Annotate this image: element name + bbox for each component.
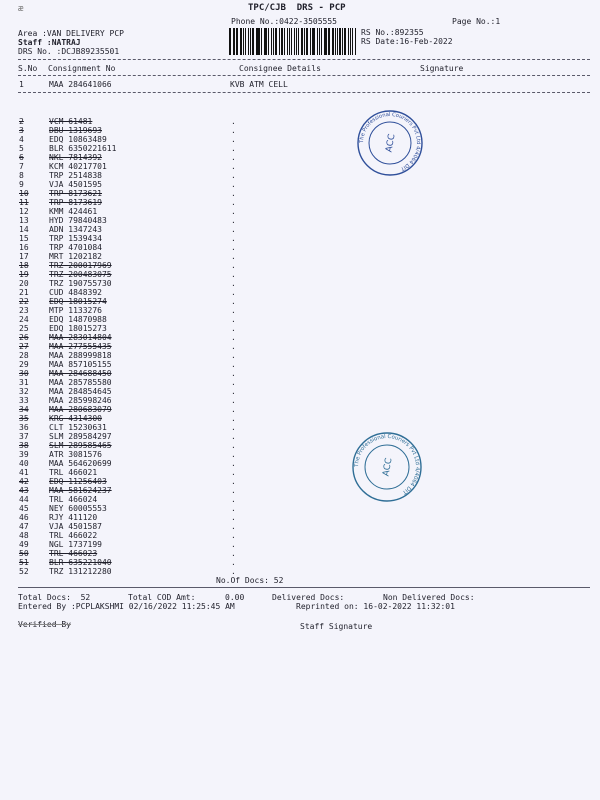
barcode-bar bbox=[234, 28, 235, 55]
row-consignment: VJA 4501587 bbox=[49, 522, 102, 531]
area-field: Area :VAN DELIVERY PCP bbox=[18, 29, 124, 38]
row-sno: 33 bbox=[19, 396, 29, 405]
col-consignee-details: Consignee Details bbox=[239, 64, 321, 73]
row-sno: 2 bbox=[19, 117, 24, 126]
barcode-bar bbox=[243, 28, 244, 55]
consignee-placeholder-dot: . bbox=[231, 324, 236, 333]
barcode-bar bbox=[265, 28, 267, 55]
table-row bbox=[19, 288, 259, 297]
stamp-center-text: ACC bbox=[381, 457, 395, 478]
row-consignment: SLM 289585465 bbox=[49, 441, 112, 450]
row-sno: 51 bbox=[19, 558, 29, 567]
row-sno: 23 bbox=[19, 306, 29, 315]
table-row bbox=[19, 261, 259, 270]
consignee-placeholder-dot: . bbox=[231, 477, 236, 486]
table-row bbox=[19, 468, 259, 477]
row-consignment: NEY 60005553 bbox=[49, 504, 107, 513]
row-1-consignment: MAA 284641066 bbox=[49, 80, 112, 89]
row-1-sno: 1 bbox=[19, 80, 24, 89]
row-sno: 27 bbox=[19, 342, 29, 351]
table-row bbox=[19, 441, 259, 450]
barcode-bar bbox=[310, 28, 311, 55]
row-consignment: TRL 466023 bbox=[49, 549, 98, 558]
consignee-placeholder-dot: . bbox=[231, 252, 236, 261]
barcode-bar bbox=[355, 28, 356, 55]
total-cod-label: Total COD Amt: bbox=[128, 593, 196, 602]
barcode-bar bbox=[245, 28, 246, 55]
row-sno: 41 bbox=[19, 468, 29, 477]
barcode-bar bbox=[312, 28, 313, 55]
row-sno: 28 bbox=[19, 351, 29, 360]
barcode-bar bbox=[339, 28, 341, 55]
table-row bbox=[19, 243, 259, 252]
table-row bbox=[19, 252, 259, 261]
row-1-divider bbox=[18, 92, 590, 93]
table-row bbox=[19, 270, 259, 279]
barcode-bar bbox=[275, 28, 277, 55]
consignee-placeholder-dot: . bbox=[231, 549, 236, 558]
consignee-placeholder-dot: . bbox=[231, 270, 236, 279]
row-sno: 3 bbox=[19, 126, 24, 135]
row-sno: 46 bbox=[19, 513, 29, 522]
row-sno: 34 bbox=[19, 405, 29, 414]
barcode-bar bbox=[294, 28, 296, 55]
row-consignment: NKL 7814392 bbox=[49, 153, 102, 162]
staff-signature: Staff Signature bbox=[300, 622, 373, 631]
consignee-placeholder-dot: . bbox=[231, 378, 236, 387]
barcode-bar bbox=[335, 28, 336, 55]
row-sno: 39 bbox=[19, 450, 29, 459]
row-sno: 8 bbox=[19, 171, 24, 180]
staff-field: Staff :NATRAJ bbox=[18, 38, 81, 47]
table-row bbox=[19, 171, 259, 180]
table-row bbox=[19, 423, 259, 432]
table-row bbox=[19, 117, 259, 126]
total-docs: Total Docs: 52 bbox=[18, 593, 91, 602]
consignee-placeholder-dot: . bbox=[231, 441, 236, 450]
col-signature: Signature bbox=[420, 64, 464, 73]
row-sno: 7 bbox=[19, 162, 24, 171]
consignee-placeholder-dot: . bbox=[231, 387, 236, 396]
row-sno: 50 bbox=[19, 549, 29, 558]
table-row bbox=[19, 279, 259, 288]
table-row bbox=[19, 225, 259, 234]
row-sno: 44 bbox=[19, 495, 29, 504]
consignee-placeholder-dot: . bbox=[231, 540, 236, 549]
consignee-placeholder-dot: . bbox=[231, 405, 236, 414]
table-row bbox=[19, 513, 259, 522]
consignee-placeholder-dot: . bbox=[231, 558, 236, 567]
consignee-placeholder-dot: . bbox=[231, 117, 236, 126]
table-row bbox=[19, 144, 259, 153]
barcode-bar bbox=[332, 28, 334, 55]
table-row bbox=[19, 324, 259, 333]
table-row bbox=[19, 504, 259, 513]
row-consignment: KMM 424461 bbox=[49, 207, 98, 216]
consignee-placeholder-dot: . bbox=[231, 225, 236, 234]
page-number: Page No.:1 bbox=[452, 17, 501, 26]
barcode-bar bbox=[328, 28, 329, 55]
row-consignment: VJA 4501595 bbox=[49, 180, 102, 189]
row-consignment: EDQ 11256403 bbox=[49, 477, 107, 486]
row-sno: 17 bbox=[19, 252, 29, 261]
row-consignment: DBU 1319693 bbox=[49, 126, 102, 135]
barcode-bar bbox=[313, 28, 315, 55]
barcode-bar bbox=[273, 28, 275, 55]
table-row bbox=[19, 486, 259, 495]
row-consignment: MAA 285998246 bbox=[49, 396, 112, 405]
table-row bbox=[19, 234, 259, 243]
consignee-placeholder-dot: . bbox=[231, 153, 236, 162]
row-consignment: BLR 635221040 bbox=[49, 558, 112, 567]
row-consignment: KRG 4314300 bbox=[49, 414, 102, 423]
consignee-placeholder-dot: . bbox=[231, 126, 236, 135]
barcode-bar bbox=[279, 28, 280, 55]
column-divider bbox=[18, 75, 590, 76]
row-sno: 40 bbox=[19, 459, 29, 468]
row-consignment: BLR 6350221611 bbox=[49, 144, 117, 153]
barcode-bar bbox=[284, 28, 285, 55]
consignee-placeholder-dot: . bbox=[231, 504, 236, 513]
row-sno: 12 bbox=[19, 207, 29, 216]
row-consignment: MTP 1133276 bbox=[49, 306, 102, 315]
row-consignment: TRZ 190755730 bbox=[49, 279, 112, 288]
table-row bbox=[19, 153, 259, 162]
consignee-placeholder-dot: . bbox=[231, 468, 236, 477]
consignee-placeholder-dot: . bbox=[231, 351, 236, 360]
table-row bbox=[19, 414, 259, 423]
consignee-placeholder-dot: . bbox=[231, 144, 236, 153]
barcode-bar bbox=[240, 28, 242, 55]
barcode-bar bbox=[319, 28, 320, 55]
phone-number: Phone No.:0422-3505555 bbox=[231, 17, 337, 26]
barcode-bar bbox=[301, 28, 303, 55]
barcode-bar bbox=[248, 28, 249, 55]
rs-date: RS Date:16-Feb-2022 bbox=[361, 37, 453, 46]
table-row bbox=[19, 135, 259, 144]
barcode-bar bbox=[348, 28, 349, 55]
row-consignment: MAA 277555435 bbox=[49, 342, 112, 351]
row-consignment: MAA 564620699 bbox=[49, 459, 112, 468]
row-sno: 4 bbox=[19, 135, 24, 144]
barcode-bar bbox=[352, 28, 353, 55]
table-row bbox=[19, 387, 259, 396]
table-row bbox=[19, 567, 259, 576]
barcode-bar bbox=[298, 28, 299, 55]
barcode-bar bbox=[304, 28, 305, 55]
row-sno: 30 bbox=[19, 369, 29, 378]
table-row bbox=[19, 306, 259, 315]
row-consignment: HYD 79840483 bbox=[49, 216, 107, 225]
row-sno: 24 bbox=[19, 315, 29, 324]
consignee-placeholder-dot: . bbox=[231, 207, 236, 216]
row-consignment: CLT 15230631 bbox=[49, 423, 107, 432]
row-consignment: NGL 1737199 bbox=[49, 540, 102, 549]
reprinted-on: Reprinted on: 16-02-2022 11:32:01 bbox=[296, 602, 455, 611]
consignee-placeholder-dot: . bbox=[231, 414, 236, 423]
row-sno: 13 bbox=[19, 216, 29, 225]
row-consignment: TRL 466021 bbox=[49, 468, 98, 477]
rs-number: RS No.:892355 bbox=[361, 28, 424, 37]
row-consignment: VCM 61481 bbox=[49, 117, 93, 126]
row-sno: 38 bbox=[19, 441, 29, 450]
barcode-bar bbox=[344, 28, 346, 55]
col-sno: S.No bbox=[18, 64, 38, 73]
row-consignment: TRP 8173621 bbox=[49, 189, 102, 198]
consignee-placeholder-dot: . bbox=[231, 450, 236, 459]
row-consignment: RJY 411120 bbox=[49, 513, 98, 522]
row-consignment: ATR 3081576 bbox=[49, 450, 102, 459]
table-row bbox=[19, 549, 259, 558]
consignee-placeholder-dot: . bbox=[231, 459, 236, 468]
barcode-bar bbox=[350, 28, 352, 55]
barcode-bar bbox=[287, 28, 288, 55]
barcode-bar bbox=[256, 28, 257, 55]
barcode-bar bbox=[264, 28, 265, 55]
barcode-bar bbox=[289, 28, 291, 55]
consignee-placeholder-dot: . bbox=[231, 297, 236, 306]
table-row bbox=[19, 126, 259, 135]
table-row bbox=[19, 396, 259, 405]
row-consignment: ADN 1347243 bbox=[49, 225, 102, 234]
row-consignment: TRP 1539434 bbox=[49, 234, 102, 243]
total-cod-value: 0.00 bbox=[225, 593, 245, 602]
table-row bbox=[19, 207, 259, 216]
row-sno: 52 bbox=[19, 567, 29, 576]
row-consignment: MAA 284688450 bbox=[49, 369, 112, 378]
row-sno: 25 bbox=[19, 324, 29, 333]
row-consignment: TRL 466022 bbox=[49, 531, 98, 540]
consignee-placeholder-dot: . bbox=[231, 495, 236, 504]
consignee-placeholder-dot: . bbox=[231, 135, 236, 144]
row-consignment: TRP 8173619 bbox=[49, 198, 102, 207]
consignee-placeholder-dot: . bbox=[231, 432, 236, 441]
row-consignment: TRP 4701084 bbox=[49, 243, 102, 252]
corner-mark: æ bbox=[18, 4, 24, 14]
row-sno: 45 bbox=[19, 504, 29, 513]
consignee-placeholder-dot: . bbox=[231, 486, 236, 495]
stamp-ring-text: The Professional Couriers Pvt Ltd 4/4064 DIT bbox=[358, 111, 422, 172]
consignee-placeholder-dot: . bbox=[231, 234, 236, 243]
consignee-placeholder-dot: . bbox=[231, 522, 236, 531]
barcode-bar bbox=[324, 28, 326, 55]
table-row bbox=[19, 495, 259, 504]
consignee-placeholder-dot: . bbox=[231, 315, 236, 324]
row-sno: 6 bbox=[19, 153, 24, 162]
table-row bbox=[19, 342, 259, 351]
row-sno: 31 bbox=[19, 378, 29, 387]
row-consignment: MAA 283014804 bbox=[49, 333, 112, 342]
row-consignment: MAA 285785580 bbox=[49, 378, 112, 387]
table-row bbox=[19, 540, 259, 549]
row-consignment: MAA 280683079 bbox=[49, 405, 112, 414]
consignee-placeholder-dot: . bbox=[231, 261, 236, 270]
barcode-bar bbox=[317, 28, 318, 55]
row-consignment: TRL 466024 bbox=[49, 495, 98, 504]
row-consignment: MAA 284854645 bbox=[49, 387, 112, 396]
row-sno: 14 bbox=[19, 225, 29, 234]
row-sno: 26 bbox=[19, 333, 29, 342]
table-row bbox=[19, 297, 259, 306]
non-delivered-docs: Non Delivered Docs: bbox=[383, 593, 475, 602]
table-row bbox=[19, 378, 259, 387]
table-row bbox=[19, 315, 259, 324]
row-sno: 20 bbox=[19, 279, 29, 288]
no-of-docs: No.Of Docs: 52 bbox=[216, 576, 284, 585]
barcode-bar bbox=[281, 28, 283, 55]
row-sno: 43 bbox=[19, 486, 29, 495]
row-sno: 5 bbox=[19, 144, 24, 153]
row-sno: 11 bbox=[19, 198, 29, 207]
barcode-bar bbox=[257, 28, 259, 55]
consignee-placeholder-dot: . bbox=[231, 189, 236, 198]
row-consignment: EDQ 18015273 bbox=[49, 324, 107, 333]
row-consignment: MAA 288999818 bbox=[49, 351, 112, 360]
row-sno: 35 bbox=[19, 414, 29, 423]
row-consignment: CUD 4848392 bbox=[49, 288, 102, 297]
row-consignment: EDQ 10863489 bbox=[49, 135, 107, 144]
barcode-bar bbox=[250, 28, 252, 55]
table-row bbox=[19, 162, 259, 171]
barcode-bar bbox=[252, 28, 254, 55]
row-consignment: EDQ 14870988 bbox=[49, 315, 107, 324]
barcode-bar bbox=[236, 28, 238, 55]
row-sno: 19 bbox=[19, 270, 29, 279]
col-consignment: Consignment No bbox=[48, 64, 116, 73]
row-sno: 32 bbox=[19, 387, 29, 396]
row-consignment: MAA 857105155 bbox=[49, 360, 112, 369]
row-consignment: SLM 289584297 bbox=[49, 432, 112, 441]
row-sno: 42 bbox=[19, 477, 29, 486]
row-consignment: MAA 581624237 bbox=[49, 486, 112, 495]
barcode-bar bbox=[342, 28, 343, 55]
table-row bbox=[19, 522, 259, 531]
row-sno: 18 bbox=[19, 261, 29, 270]
table-row bbox=[19, 189, 259, 198]
row-sno: 21 bbox=[19, 288, 29, 297]
barcode-bar bbox=[271, 28, 272, 55]
barcode-bar bbox=[291, 28, 292, 55]
barcode-bar bbox=[337, 28, 338, 55]
barcode-bar bbox=[268, 28, 269, 55]
row-consignment: TRZ 200017969 bbox=[49, 261, 112, 270]
company-stamp-bottom bbox=[350, 430, 424, 504]
barcode-bar bbox=[321, 28, 323, 55]
consignee-placeholder-dot: . bbox=[231, 513, 236, 522]
row-consignment: EDQ 18015274 bbox=[49, 297, 107, 306]
consignee-placeholder-dot: . bbox=[231, 342, 236, 351]
row-sno: 22 bbox=[19, 297, 29, 306]
row-1-consignee: KVB ATM CELL bbox=[230, 80, 288, 89]
consignee-placeholder-dot: . bbox=[231, 180, 236, 189]
table-row bbox=[19, 216, 259, 225]
consignee-placeholder-dot: . bbox=[231, 369, 236, 378]
row-sno: 47 bbox=[19, 522, 29, 531]
table-row bbox=[19, 369, 259, 378]
entered-by: Entered By :PCPLAKSHMI 02/16/2022 11:25:45 AM bbox=[18, 602, 235, 611]
consignee-placeholder-dot: . bbox=[231, 567, 236, 576]
consignee-placeholder-dot: . bbox=[231, 360, 236, 369]
consignee-placeholder-dot: . bbox=[231, 396, 236, 405]
table-row bbox=[19, 333, 259, 342]
report-title: TPC/CJB DRS - PCP bbox=[248, 3, 346, 13]
barcode-bar bbox=[233, 28, 234, 55]
table-row bbox=[19, 198, 259, 207]
stamp-center-text: ACC bbox=[384, 133, 398, 154]
consignee-placeholder-dot: . bbox=[231, 216, 236, 225]
table-row bbox=[19, 450, 259, 459]
consignee-placeholder-dot: . bbox=[231, 333, 236, 342]
row-consignment: MRT 1202182 bbox=[49, 252, 102, 261]
consignee-placeholder-dot: . bbox=[231, 243, 236, 252]
row-sno: 49 bbox=[19, 540, 29, 549]
barcode-bar bbox=[261, 28, 262, 55]
row-sno: 10 bbox=[19, 189, 29, 198]
table-row bbox=[19, 351, 259, 360]
barcode bbox=[229, 28, 357, 55]
table-row bbox=[19, 558, 259, 567]
consignee-placeholder-dot: . bbox=[231, 171, 236, 180]
stamp-ring-text: The Professional Couriers Pvt Ltd 4/4064 DIT bbox=[353, 433, 421, 496]
company-stamp-top bbox=[355, 108, 425, 178]
delivered-docs: Delivered Docs: bbox=[272, 593, 345, 602]
consignee-placeholder-dot: . bbox=[231, 279, 236, 288]
consignee-placeholder-dot: . bbox=[231, 198, 236, 207]
row-sno: 16 bbox=[19, 243, 29, 252]
barcode-bar bbox=[229, 28, 231, 55]
consignee-placeholder-dot: . bbox=[231, 288, 236, 297]
row-sno: 29 bbox=[19, 360, 29, 369]
row-consignment: TRZ 131212280 bbox=[49, 567, 112, 576]
row-sno: 48 bbox=[19, 531, 29, 540]
row-consignment: KCM 40217701 bbox=[49, 162, 107, 171]
table-row bbox=[19, 531, 259, 540]
table-row bbox=[19, 459, 259, 468]
table-row bbox=[19, 180, 259, 189]
footer-divider bbox=[18, 587, 590, 588]
barcode-bar bbox=[329, 28, 330, 55]
barcode-bar bbox=[306, 28, 308, 55]
row-sno: 9 bbox=[19, 180, 24, 189]
barcode-bar bbox=[296, 28, 297, 55]
row-sno: 37 bbox=[19, 432, 29, 441]
header-divider bbox=[18, 59, 590, 60]
consignee-placeholder-dot: . bbox=[231, 306, 236, 315]
drs-number: DRS No. :DCJB89235501 bbox=[18, 47, 120, 56]
consignee-placeholder-dot: . bbox=[231, 423, 236, 432]
consignee-placeholder-dot: . bbox=[231, 162, 236, 171]
verified-by: Verified By bbox=[18, 620, 71, 629]
row-consignment: TRP 2514838 bbox=[49, 171, 102, 180]
table-row bbox=[19, 432, 259, 441]
row-sno: 36 bbox=[19, 423, 29, 432]
table-row bbox=[19, 405, 259, 414]
table-row bbox=[19, 477, 259, 486]
row-consignment: TRZ 200483075 bbox=[49, 270, 112, 279]
consignee-placeholder-dot: . bbox=[231, 531, 236, 540]
table-row bbox=[19, 360, 259, 369]
row-sno: 15 bbox=[19, 234, 29, 243]
